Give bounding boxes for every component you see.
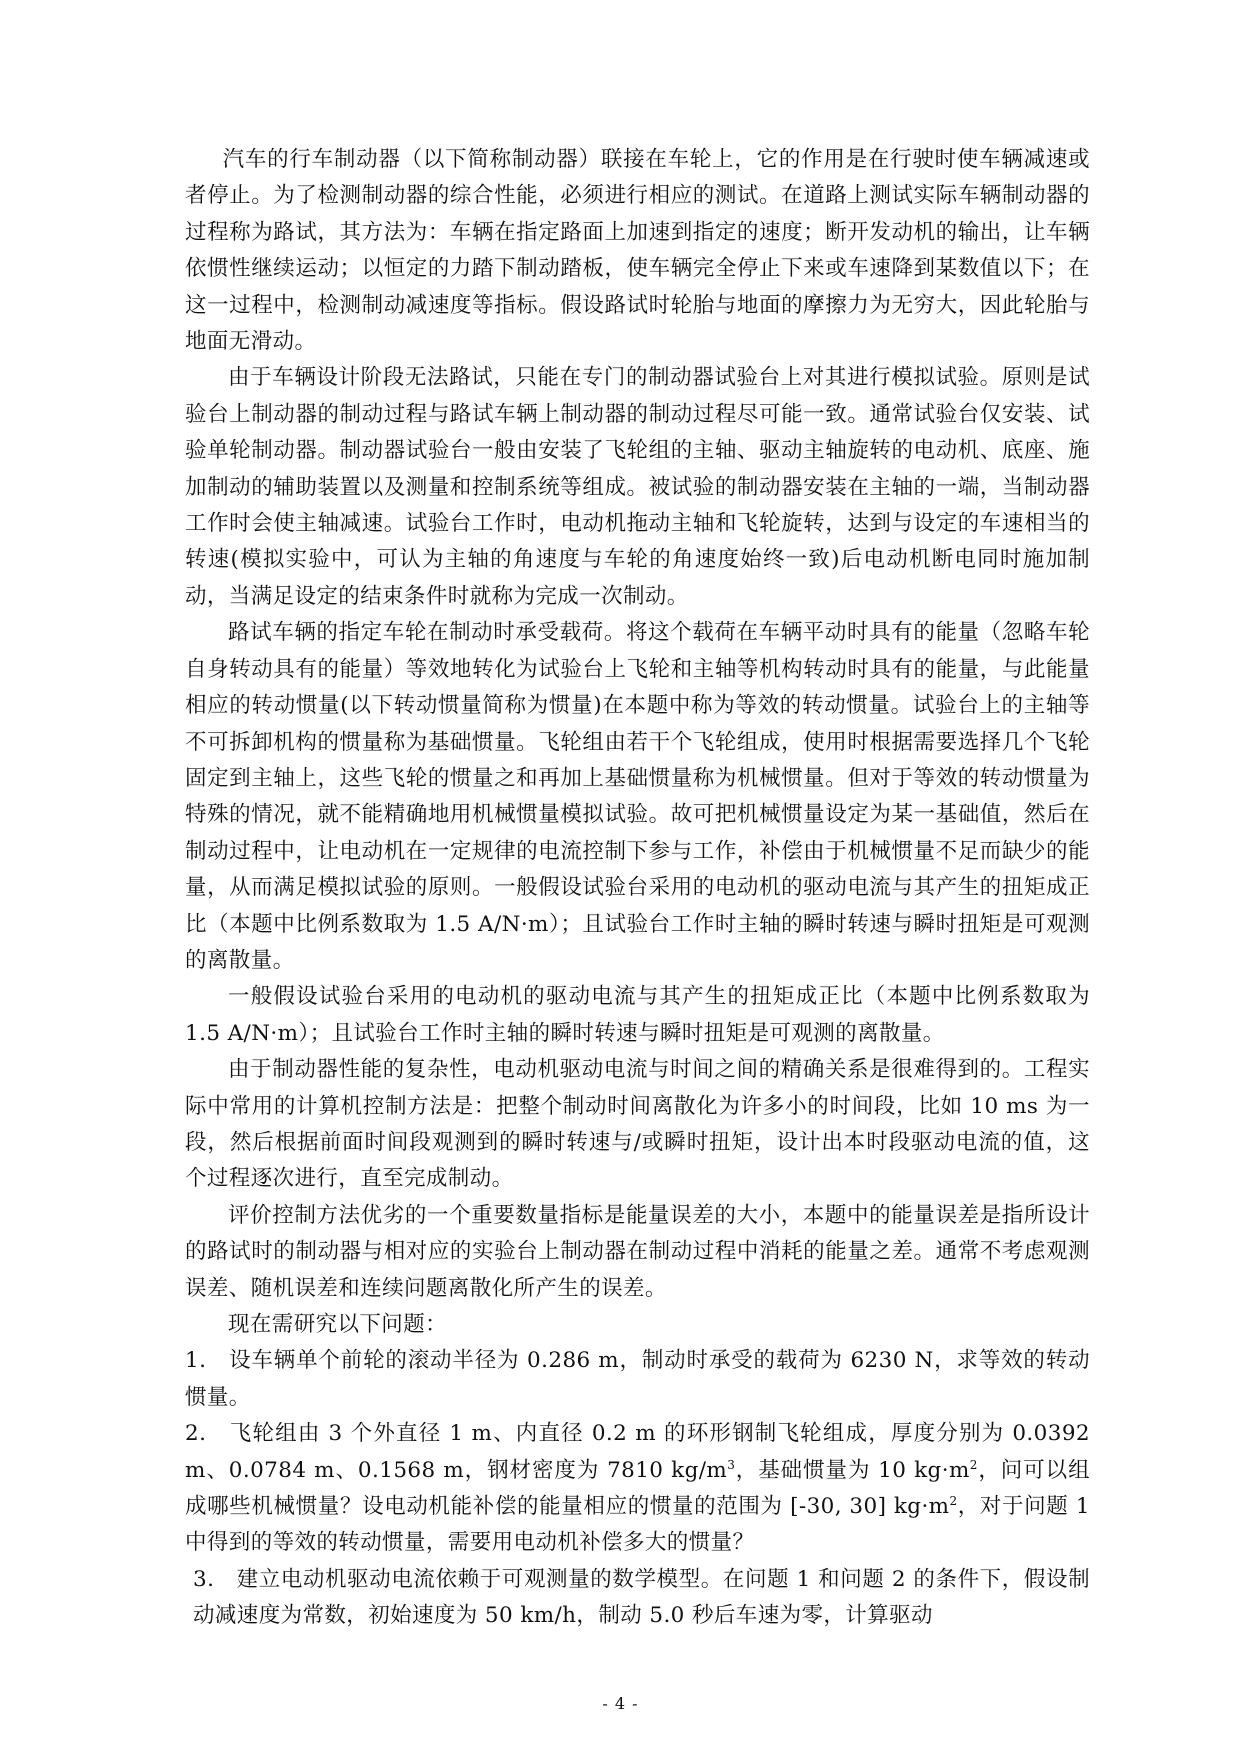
- paragraph-equivalent-inertia: 路试车辆的指定车轮在制动时承受载荷。将这个载荷在车辆平动时具有的能量（忽略车轮自身转动具有的能量）等效地转化为试验台上飞轮和主轴等机构转动时具有的能量，与此能量相应的转动惯量(以下转动惯量简称为惯量)在本题中称为等效的转动惯量。试验台上的主轴等不可拆卸机构的惯量称为基础惯量。飞轮组由若干个飞轮组成，使用时根据需要选择几个飞轮固定到主轴上，这些飞轮的惯量之和再加上基础惯量称为机械惯量。但对于等效的转动惯量为特殊的情况，就不能精确地用机械惯量模拟试验。故可把机械惯量设定为某一基础值，然后在制动过程中，让电动机在一定规律的电流控制下参与工作，补偿由于机械惯量不足而缺少的能量，从而满足模拟试验的原则。一般假设试验台采用的电动机的驱动电流与其产生的扭矩成正比（本题中比例系数取为 1.5 A/N·m）；且试验台工作时主轴的瞬时转速与瞬时扭矩是可观测的离散量。: [185, 620, 1090, 973]
- question-2-text-d: ，对于问题 1 中得到的等效的转动惯量，需要用电动机补偿多大的惯量？: [185, 1494, 1090, 1556]
- paragraph-questions-intro: 现在需研究以下问题：: [228, 1312, 448, 1337]
- question-2-text-b: ，基础惯量为 10 kg·m: [735, 1457, 970, 1483]
- question-2-text-c: ，问可以组成哪些机械惯量？设电动机能补偿的能量相应的惯量的范围为 [-30, 30] kg·m: [185, 1457, 1090, 1520]
- question-3: 3. 建立电动机驱动电流依赖于可观测量的数学模型。在问题 1 和问题 2 的条件下，假设制动减速度为常数，初始速度为 50 km/h，制动 5.0 秒后车速为零，计算驱动: [193, 1566, 1090, 1629]
- question-2-sup-3: 2: [949, 1493, 958, 1508]
- paragraph-brake-intro: 汽车的行车制动器（以下简称制动器）联接在车轮上，它的作用是在行驶时使车辆减速或者停止。为了检测制动器的综合性能，必须进行相应的测试。在道路上测试实际车辆制动器的过程称为路试，其方法为：车辆在指定路面上加速到指定的速度；断开发动机的输出，让车辆依惯性继续运动；以恒定的力踏下制动踏板，使车辆完全停止下来或车速降到某数值以下；在这一过程中，检测制动减速度等指标。假设路试时轮胎与地面的摩擦力为无穷大，因此轮胎与地面无滑动。: [185, 147, 1090, 355]
- paragraph-test-bench: 由于车辆设计阶段无法路试，只能在专门的制动器试验台上对其进行模拟试验。原则是试验台上制动器的制动过程与路试车辆上制动器的制动过程尽可能一致。通常试验台仅安装、试验单轮制动器。制动器试验台一般由安装了飞轮组的主轴、驱动主轴旋转的电动机、底座、施加制动的辅助装置以及测量和控制系统等组成。被试验的制动器安装在主轴的一端，当制动器工作时会使主轴减速。试验台工作时，电动机拖动主轴和飞轮旋转，达到与设定的车速相当的转速(模拟实验中，可认为主轴的角速度与车轮的角速度始终一致)后电动机断电同时施加制动，当满足设定的结束条件时就称为完成一次制动。: [185, 365, 1090, 609]
- document-body: [185, 142, 1090, 1635]
- question-1: 1. 设车辆单个前轮的滚动半径为 0.286 m，制动时承受的载荷为 6230 N，求等效的转动惯量。: [185, 1348, 1090, 1410]
- question-2-sup-2: 2: [969, 1457, 978, 1472]
- paragraph-computer-control: 由于制动器性能的复杂性，电动机驱动电流与时间之间的精确关系是很难得到的。工程实际中常用的计算机控制方法是：把整个制动时间离散化为许多小的时间段，比如 10 ms 为一段，然后根据前面时间段观测到的瞬时转速与/或瞬时扭矩，设计出本时段驱动电流的值，这个过程逐次进行，直至完成制动。: [185, 1057, 1090, 1192]
- question-2-text-a: 2. 飞轮组由 3 个外直径 1 m、内直径 0.2 m 的环形钢制飞轮组成，厚度分别为 0.0392 m、0.0784 m、0.1568 m，钢材密度为 7810 kg/m: [185, 1421, 1090, 1483]
- question-2-sup-1: 3: [727, 1457, 736, 1472]
- paragraph-motor-current: 一般假设试验台采用的电动机的驱动电流与其产生的扭矩成正比（本题中比例系数取为 1.5 A/N·m）；且试验台工作时主轴的瞬时转速与瞬时扭矩是可观测的离散量。: [185, 984, 1090, 1046]
- page-number: - 4 -: [602, 1694, 639, 1713]
- question-2: [185, 1416, 1090, 1562]
- paragraph-energy-error: 评价控制方法优劣的一个重要数量指标是能量误差的大小，本题中的能量误差是指所设计的路试时的制动器与相对应的实验台上制动器在制动过程中消耗的能量之差。通常不考虑观测误差、随机误差和连续问题离散化所产生的误差。: [185, 1202, 1090, 1301]
